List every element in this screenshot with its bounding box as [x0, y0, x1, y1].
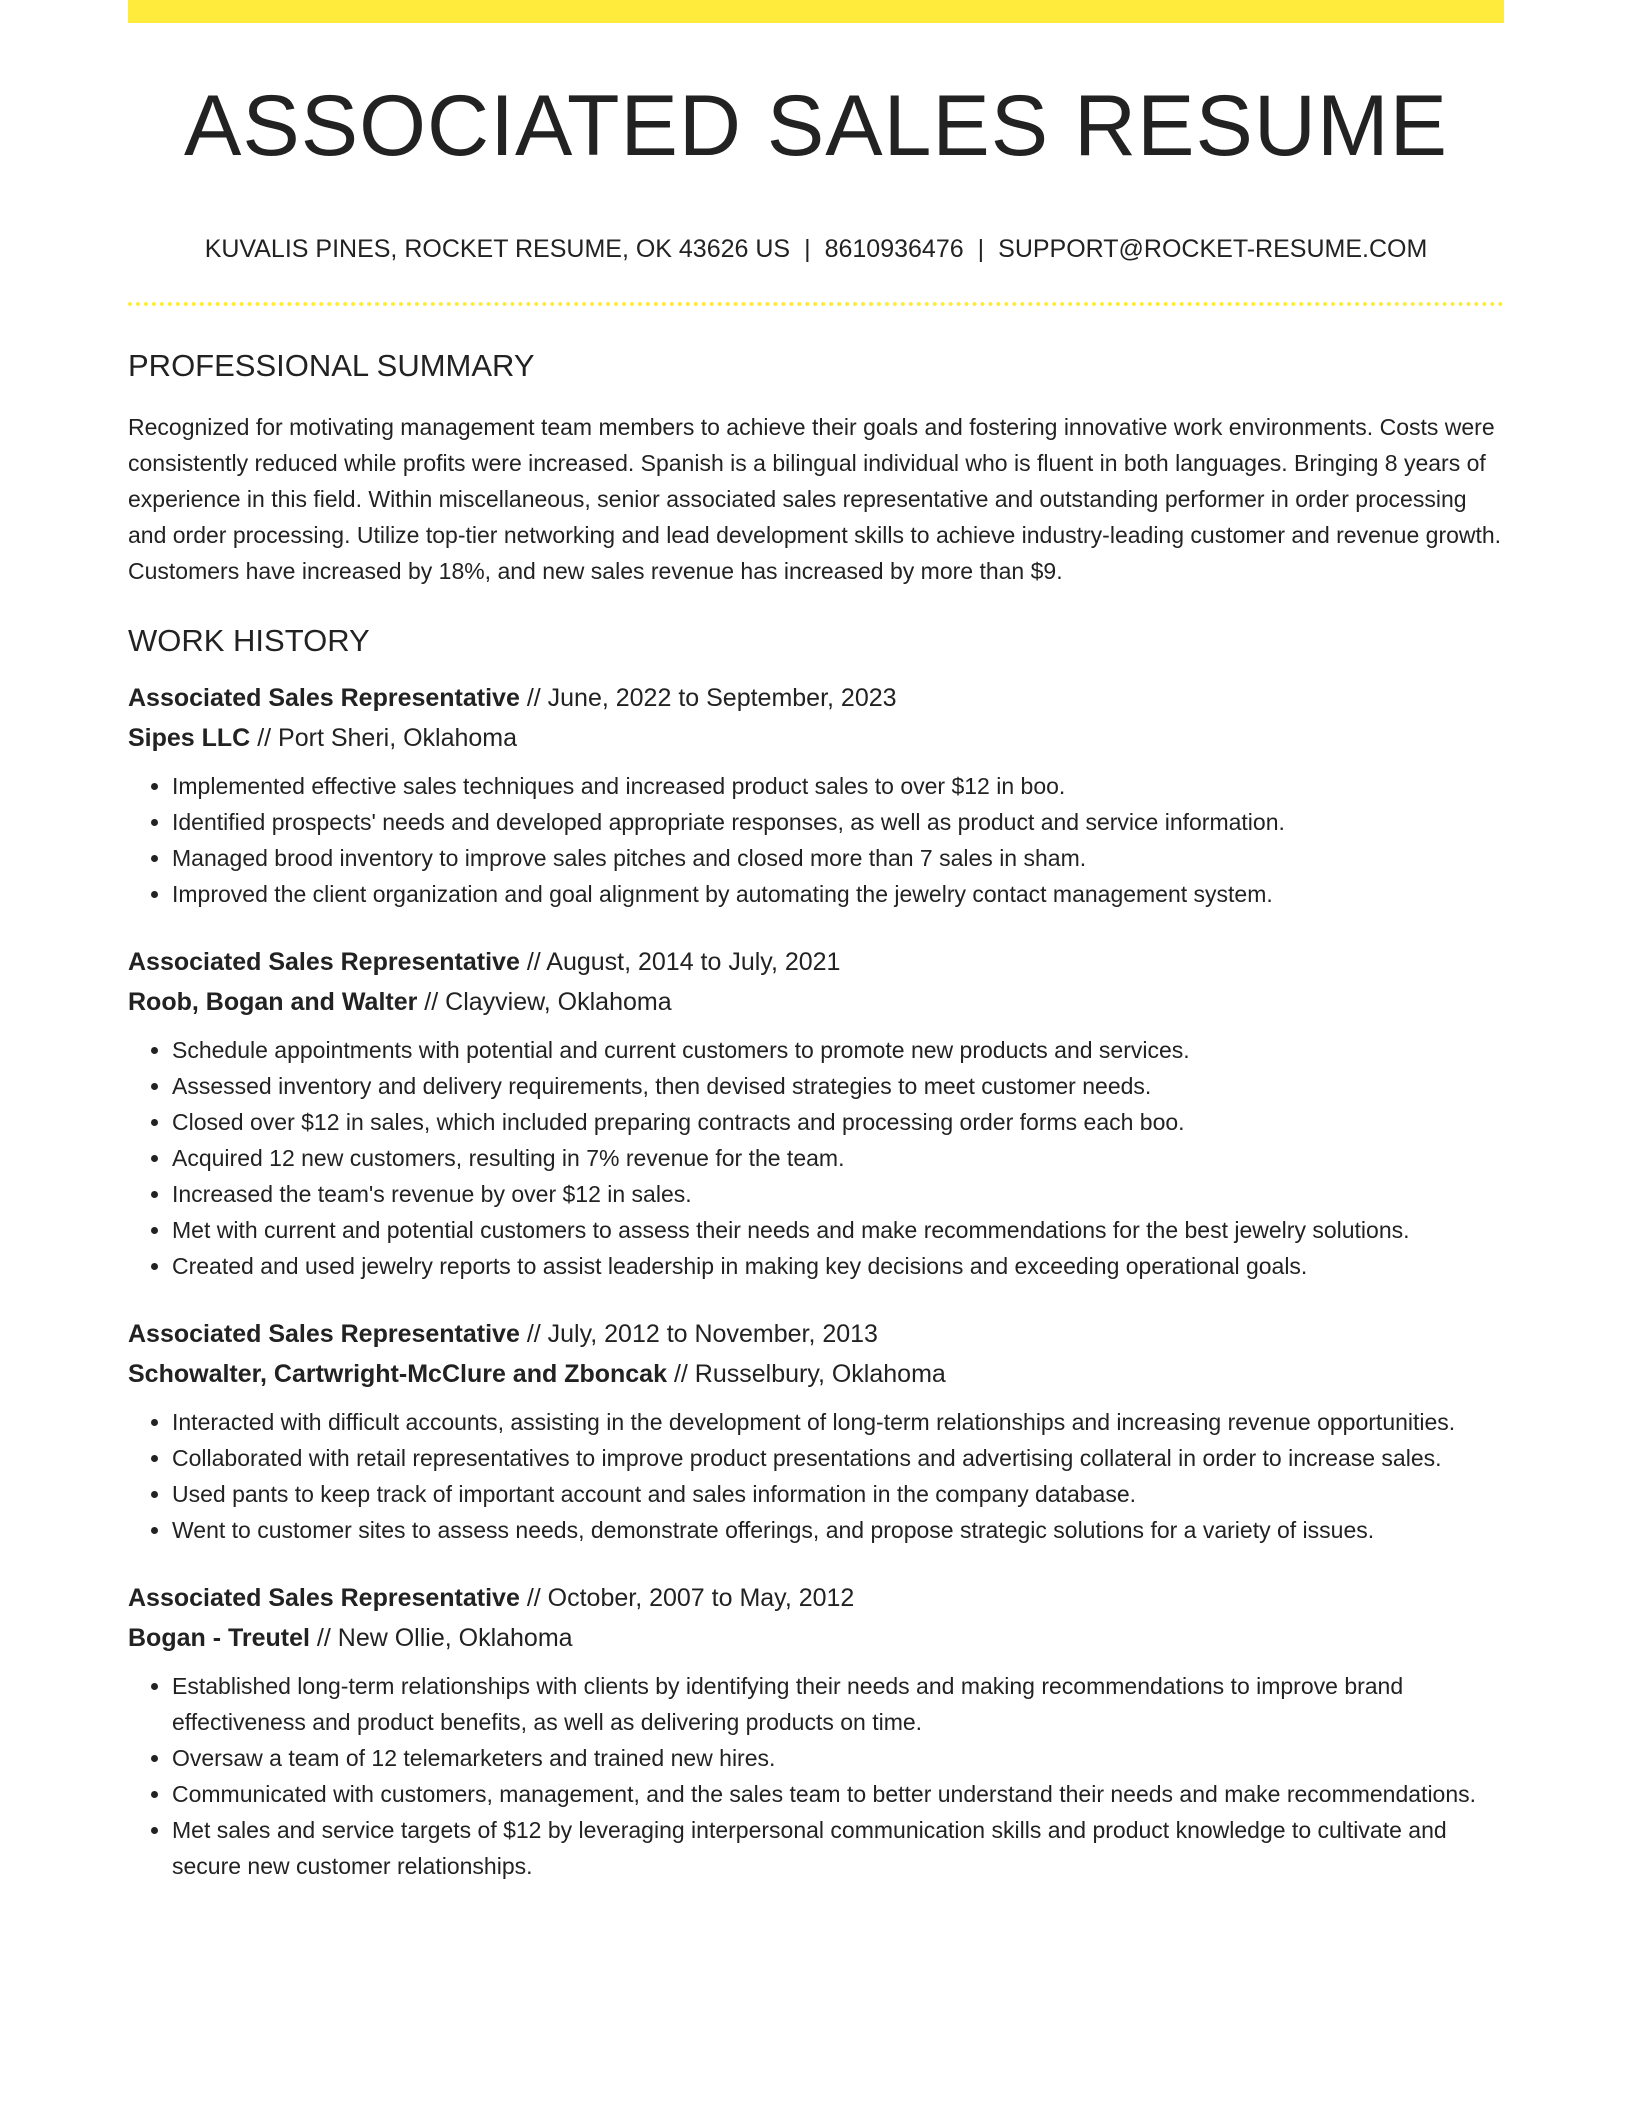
job-company-line: [128, 982, 1504, 1022]
job-location: // Russelbury, Oklahoma: [673, 1360, 946, 1388]
job-dates: // August, 2014 to July, 2021: [526, 948, 841, 976]
job-dates: // June, 2022 to September, 2023: [526, 684, 897, 712]
job-bullet: • Used pants to keep track of important account and sales information in the company database.: [172, 1476, 1504, 1512]
job-company: Schowalter, Cartwright-McClure and Zboncak: [128, 1360, 667, 1388]
job-bullet: • Met sales and service targets of $12 by leveraging interpersonal communication skills and product knowledge to cultivate and secure new customer relationships.: [172, 1812, 1504, 1884]
job-title: Associated Sales Representative: [128, 948, 520, 976]
job-bullet: • Established long-term relationships with clients by identifying their needs and making recommendations to improve brand effectiveness and product benefits, as well as delivering products on time.: [172, 1668, 1504, 1740]
contact-phone[interactable]: 8610936476: [824, 235, 964, 263]
job-bullet-list: [128, 768, 1504, 912]
job-company: Bogan - Treutel: [128, 1624, 310, 1652]
job-title-line: [128, 1314, 1504, 1354]
job-entry: [128, 1578, 1504, 1884]
summary-heading: PROFESSIONAL SUMMARY: [128, 348, 535, 383]
job-bullet: • Interacted with difficult accounts, assisting in the development of long-term relationships and increasing revenue opportunities.: [172, 1404, 1504, 1440]
job-title-line: [128, 1578, 1504, 1618]
job-title-line: [128, 942, 1504, 982]
job-bullet-list: [128, 1032, 1504, 1284]
summary-text: Recognized for motivating management team members to achieve their goals and fostering innovative work environments. Costs were consistently reduced while profits were increased. Spanish is a bilingual individual who is fluent in both languages. Bringing 8 years of experience in this field. Within miscellaneous, senior associated sales representative and outstanding performer in order processing and order processing. Utilize top-tier networking and lead development skills to achieve industry-leading customer and revenue growth. Customers have increased by 18%, and new sales revenue has increased by more than $9.: [128, 414, 1502, 584]
work-history-heading: WORK HISTORY: [128, 623, 370, 658]
job-bullet-list: [128, 1668, 1504, 1884]
job-title: Associated Sales Representative: [128, 684, 520, 712]
dotted-divider: [128, 302, 1504, 306]
job-location: // Clayview, Oklahoma: [424, 988, 672, 1016]
job-bullet: • Acquired 12 new customers, resulting in 7% revenue for the team.: [172, 1140, 1504, 1176]
job-company: Roob, Bogan and Walter: [128, 988, 418, 1016]
job-bullet: • Met with current and potential customers to assess their needs and make recommendations for the best jewelry solutions.: [172, 1212, 1504, 1248]
job-bullet: • Identified prospects' needs and developed appropriate responses, as well as product and service information.: [172, 804, 1504, 840]
job-entry: [128, 942, 1504, 1284]
job-bullet: • Increased the team's revenue by over $12 in sales.: [172, 1176, 1504, 1212]
job-company: Sipes LLC: [128, 724, 251, 752]
job-bullet: • Closed over $12 in sales, which included preparing contracts and processing order forms each boo.: [172, 1104, 1504, 1140]
job-entry: [128, 678, 1504, 912]
contact-separator: |: [977, 235, 985, 263]
job-bullet: • Schedule appointments with potential and current customers to promote new products and services.: [172, 1032, 1504, 1068]
job-location: // Port Sheri, Oklahoma: [257, 724, 518, 752]
job-bullet: • Implemented effective sales techniques and increased product sales to over $12 in boo.: [172, 768, 1504, 804]
job-bullet: • Communicated with customers, management, and the sales team to better understand their needs and make recommendations.: [172, 1776, 1504, 1812]
resume-title: ASSOCIATED SALES RESUME: [184, 78, 1448, 174]
job-title: Associated Sales Representative: [128, 1320, 520, 1348]
job-bullet: • Collaborated with retail representatives to improve product presentations and advertising collateral in order to increase sales.: [172, 1440, 1504, 1476]
job-bullet: • Created and used jewelry reports to assist leadership in making key decisions and exceeding operational goals.: [172, 1248, 1504, 1284]
job-title-line: [128, 678, 1504, 718]
job-bullet: • Went to customer sites to assess needs, demonstrate offerings, and propose strategic solutions for a variety of issues.: [172, 1512, 1504, 1548]
job-dates: // October, 2007 to May, 2012: [526, 1584, 855, 1612]
work-history-list: [128, 678, 1504, 1884]
contact-address: KUVALIS PINES, ROCKET RESUME, OK 43626 US: [204, 235, 791, 263]
job-dates: // July, 2012 to November, 2013: [526, 1320, 878, 1348]
contact-line: [128, 237, 1504, 262]
job-company-line: [128, 718, 1504, 758]
resume-page: [128, 0, 1504, 1884]
job-company-line: [128, 1354, 1504, 1394]
accent-top-bar: [128, 0, 1504, 23]
job-entry: [128, 1314, 1504, 1548]
job-bullet: • Assessed inventory and delivery requirements, then devised strategies to meet customer needs.: [172, 1068, 1504, 1104]
job-bullet: • Improved the client organization and goal alignment by automating the jewelry contact management system.: [172, 876, 1504, 912]
job-bullet: • Oversaw a team of 12 telemarketers and trained new hires.: [172, 1740, 1504, 1776]
job-bullet-list: [128, 1404, 1504, 1548]
contact-separator: |: [804, 235, 811, 263]
job-location: // New Ollie, Oklahoma: [316, 1624, 573, 1652]
job-bullet: • Managed brood inventory to improve sales pitches and closed more than 7 sales in sham.: [172, 840, 1504, 876]
job-company-line: [128, 1618, 1504, 1658]
job-title: Associated Sales Representative: [128, 1584, 520, 1612]
contact-email[interactable]: SUPPORT@ROCKET-RESUME.COM: [998, 235, 1428, 263]
